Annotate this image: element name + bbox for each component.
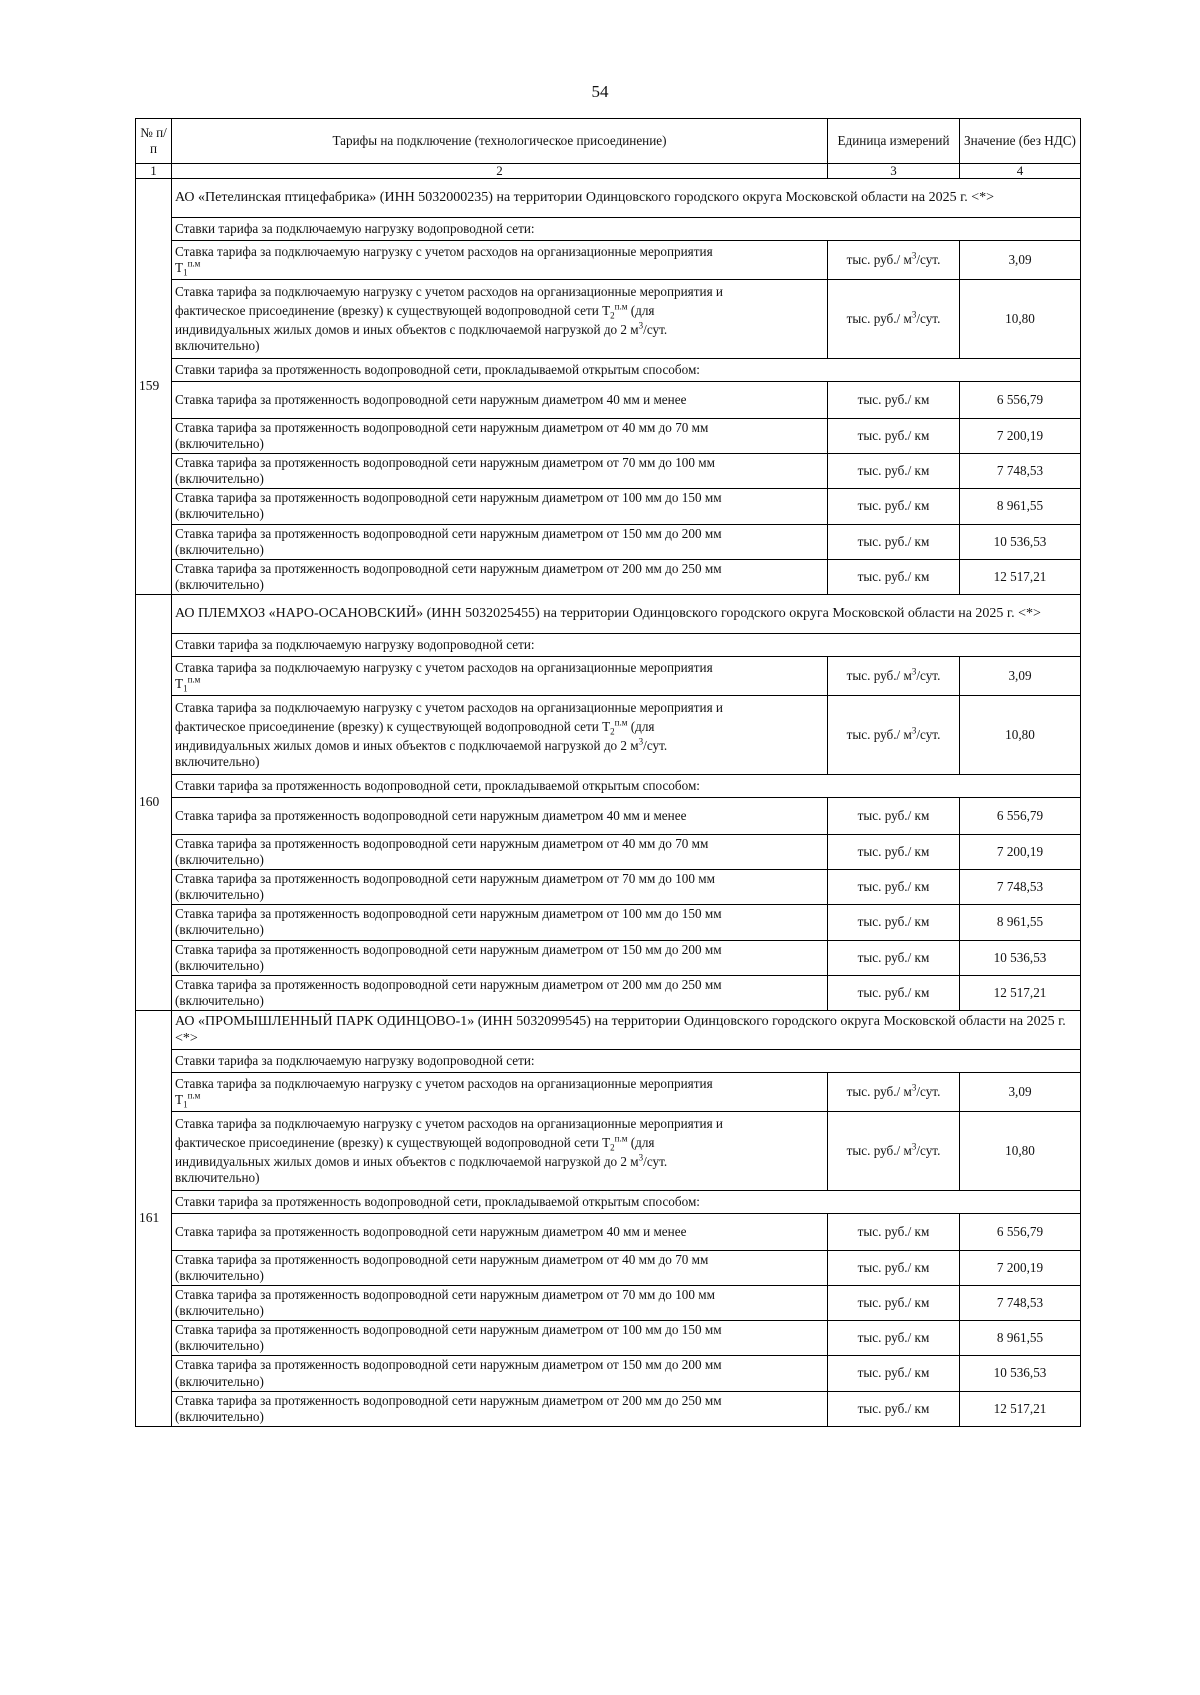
tariff-symbol: T	[175, 260, 184, 275]
pipe-description-line: (включительно)	[175, 957, 264, 973]
unit-superscript: 3	[911, 1082, 917, 1093]
pipe-description-line: (включительно)	[175, 992, 264, 1008]
pipe-description-line: Ставка тарифа за протяженность водопроводной сети наружным диаметром 40 мм и менее	[175, 1223, 687, 1239]
pipe-value: 7 200,19	[960, 1250, 1081, 1285]
pipe-description-line: (включительно)	[175, 1338, 264, 1354]
item-number: 159	[136, 179, 172, 595]
rate-value: 10,80	[960, 695, 1081, 774]
pipe-rate-row	[136, 1321, 1081, 1356]
rate-symbol-line	[175, 260, 824, 276]
pipe-unit: тыс. руб./ км	[828, 1250, 960, 1285]
pipe-unit: тыс. руб./ км	[828, 559, 960, 594]
tariff-symbol-subscript: 1	[183, 1099, 188, 1110]
rate-description-line: включительно)	[175, 338, 260, 354]
rate-value: 3,09	[960, 656, 1081, 695]
rate-text: /сут.	[643, 322, 668, 337]
tariff-symbol-superscript: п.м	[187, 258, 201, 269]
unit-tail: /сут.	[916, 251, 941, 267]
pipe-unit: тыс. руб./ км	[828, 1286, 960, 1321]
pipe-value: 12 517,21	[960, 559, 1081, 594]
rate-symbol-line	[175, 1092, 824, 1108]
rate-text: (для	[630, 718, 655, 734]
pipe-rate-row	[136, 905, 1081, 940]
pipe-rate-row	[136, 1391, 1081, 1426]
unit-superscript: 3	[911, 250, 917, 261]
pipe-rate-row	[136, 975, 1081, 1010]
rate-description	[172, 280, 828, 359]
header-col-unit: Единица измерений	[828, 119, 960, 164]
table-header-row	[136, 119, 1081, 164]
section-heading: Ставки тарифа за подключаемую нагрузку водопроводной сети:	[172, 633, 1081, 656]
pipe-description-line: (включительно)	[175, 506, 264, 522]
pipe-description-line: Ставка тарифа за протяженность водопроводной сети наружным диаметром от 40 мм до 70 мм	[175, 1251, 709, 1267]
pipe-description-line: (включительно)	[175, 887, 264, 903]
pipe-description	[172, 870, 828, 905]
pipe-value: 6 556,79	[960, 1213, 1081, 1250]
pipe-description	[172, 1286, 828, 1321]
pipe-description	[172, 524, 828, 559]
pipe-description-line: Ставка тарифа за протяженность водопроводной сети наружным диаметром от 40 мм до 70 мм	[175, 835, 709, 851]
pipe-unit: тыс. руб./ км	[828, 1213, 960, 1250]
column-index: 4	[960, 164, 1081, 179]
unit-tail: /сут.	[916, 726, 941, 742]
unit-tail: /сут.	[916, 310, 941, 326]
organization-row	[136, 179, 1081, 218]
rate-description-line: Ставка тарифа за подключаемую нагрузку с учетом расходов на организационные мероприятия	[175, 659, 713, 675]
pipe-unit: тыс. руб./ км	[828, 797, 960, 834]
column-index: 3	[828, 164, 960, 179]
header-col-value: Значение (без НДС)	[960, 119, 1081, 164]
tariff-symbol: T	[602, 1134, 611, 1150]
pipe-description	[172, 489, 828, 524]
rate-value: 10,80	[960, 1111, 1081, 1190]
pipe-rate-row	[136, 454, 1081, 489]
unit-superscript: 3	[911, 309, 917, 320]
pipe-description-line: Ставка тарифа за протяженность водопроводной сети наружным диаметром от 200 мм до 250 мм	[175, 560, 722, 576]
rate-text: фактическое присоединение (врезку) к существующей водопроводной сети	[175, 1134, 599, 1150]
pipe-value: 10 536,53	[960, 940, 1081, 975]
pipe-description	[172, 1250, 828, 1285]
pipe-description	[172, 975, 828, 1010]
pipe-value: 12 517,21	[960, 975, 1081, 1010]
rate-description-line: Ставка тарифа за подключаемую нагрузку с учетом расходов на организационные мероприятия	[175, 1075, 713, 1091]
tariff-symbol-subscript: 2	[610, 1142, 615, 1153]
unit-text: тыс. руб./ м	[846, 251, 912, 267]
pipe-rate-row	[136, 1250, 1081, 1285]
section-row	[136, 633, 1081, 656]
pipe-unit: тыс. руб./ км	[828, 905, 960, 940]
unit-text: тыс. руб./ м	[846, 667, 912, 683]
pipe-description-line: (включительно)	[175, 436, 264, 452]
pipe-rate-row	[136, 1213, 1081, 1250]
pipe-description-line: Ставка тарифа за протяженность водопроводной сети наружным диаметром от 150 мм до 200 мм	[175, 941, 722, 957]
pipe-value: 12 517,21	[960, 1391, 1081, 1426]
section-heading: Ставки тарифа за подключаемую нагрузку водопроводной сети:	[172, 1049, 1081, 1072]
pipe-description-line: (включительно)	[175, 576, 264, 592]
pipe-description-line: Ставка тарифа за протяженность водопроводной сети наружным диаметром от 70 мм до 100 мм	[175, 1287, 715, 1303]
pipe-description	[172, 834, 828, 869]
rate-superscript: 3	[638, 736, 644, 747]
pipe-description	[172, 905, 828, 940]
unit-text: тыс. руб./ м	[846, 1083, 912, 1099]
pipe-description-line: (включительно)	[175, 852, 264, 868]
pipe-value: 8 961,55	[960, 905, 1081, 940]
rate-description-line	[175, 719, 824, 735]
pipe-value: 6 556,79	[960, 382, 1081, 419]
pipe-description-line: (включительно)	[175, 541, 264, 557]
section-row	[136, 359, 1081, 382]
column-index: 2	[172, 164, 828, 179]
organization-title: АО «Петелинская птицефабрика» (ИНН 5032000235) на территории Одинцовского городского округа Московской области на 2025 г. <*>	[172, 179, 1081, 218]
pipe-description-line: Ставка тарифа за протяженность водопроводной сети наружным диаметром от 150 мм до 200 мм	[175, 1357, 722, 1373]
unit-text: тыс. руб./ м	[846, 1142, 912, 1158]
header-col-number: № п/п	[136, 119, 172, 164]
pipe-rate-row	[136, 419, 1081, 454]
rate-description-line	[175, 322, 824, 338]
pipe-description-line: Ставка тарифа за протяженность водопроводной сети наружным диаметром от 200 мм до 250 мм	[175, 976, 722, 992]
pipe-rate-row	[136, 489, 1081, 524]
rate-symbol-line	[175, 676, 824, 692]
pipe-description	[172, 454, 828, 489]
pipe-rate-row	[136, 870, 1081, 905]
rate-text: (для	[630, 302, 655, 318]
organization-title: АО «ПРОМЫШЛЕННЫЙ ПАРК ОДИНЦОВО-1» (ИНН 5032099545) на территории Одинцовского городского округа Московской области на 2025 г. <*>	[172, 1010, 1081, 1049]
pipe-rate-row	[136, 1286, 1081, 1321]
pipe-description-line: (включительно)	[175, 1303, 264, 1319]
tariff-symbol: T	[602, 718, 611, 734]
rate-value: 10,80	[960, 280, 1081, 359]
unit-cell	[828, 280, 960, 359]
pipe-value: 10 536,53	[960, 1356, 1081, 1391]
pipe-value: 7 200,19	[960, 834, 1081, 869]
pipe-rate-row	[136, 940, 1081, 975]
tariff-symbol: T	[175, 1091, 184, 1107]
rate-text: фактическое присоединение (врезку) к существующей водопроводной сети	[175, 302, 599, 318]
pipe-description	[172, 1391, 828, 1426]
pipe-unit: тыс. руб./ км	[828, 940, 960, 975]
pipe-description	[172, 559, 828, 594]
pipe-description-line: Ставка тарифа за протяженность водопроводной сети наружным диаметром от 150 мм до 200 мм	[175, 525, 722, 541]
pipe-description	[172, 382, 828, 419]
tariff-symbol: T	[602, 302, 611, 318]
pipe-description	[172, 940, 828, 975]
rate-row	[136, 656, 1081, 695]
rate-description-line	[175, 1154, 824, 1170]
unit-cell	[828, 1072, 960, 1111]
unit-superscript: 3	[911, 1141, 917, 1152]
rate-row	[136, 1072, 1081, 1111]
pipe-description-line: (включительно)	[175, 1408, 264, 1424]
pipe-description-line: (включительно)	[175, 922, 264, 938]
section-row	[136, 1049, 1081, 1072]
rate-text: /сут.	[643, 737, 668, 753]
pipe-value: 7 748,53	[960, 1286, 1081, 1321]
rate-text: фактическое присоединение (врезку) к существующей водопроводной сети	[175, 718, 599, 734]
tariff-symbol-subscript: 2	[610, 726, 615, 737]
tariff-symbol: T	[175, 675, 184, 691]
unit-cell	[828, 695, 960, 774]
rate-text: индивидуальных жилых домов и иных объектов с подключаемой нагрузкой до 2 м	[175, 1153, 639, 1169]
rate-description-line: Ставка тарифа за подключаемую нагрузку с учетом расходов на организационные мероприятия и	[175, 283, 723, 299]
unit-superscript: 3	[911, 725, 917, 736]
item-number: 161	[136, 1010, 172, 1426]
pipe-unit: тыс. руб./ км	[828, 454, 960, 489]
pipe-description-line: Ставка тарифа за протяженность водопроводной сети наружным диаметром от 70 мм до 100 мм	[175, 871, 715, 887]
rate-value: 3,09	[960, 1072, 1081, 1111]
rate-description-line: Ставка тарифа за подключаемую нагрузку с учетом расходов на организационные мероприятия	[175, 243, 713, 259]
rate-row	[136, 1111, 1081, 1190]
unit-tail: /сут.	[916, 1083, 941, 1099]
organization-title: АО ПЛЕМХОЗ «НАРО-ОСАНОВСКИЙ» (ИНН 5032025455) на территории Одинцовского городского округа Московской области на 2025 г. <*>	[172, 594, 1081, 633]
rate-description-line: Ставка тарифа за подключаемую нагрузку с учетом расходов на организационные мероприятия и	[175, 699, 723, 715]
pipe-rate-row	[136, 382, 1081, 419]
unit-tail: /сут.	[916, 667, 941, 683]
pipe-description-line: Ставка тарифа за протяженность водопроводной сети наружным диаметром от 100 мм до 150 мм	[175, 490, 722, 506]
section-row	[136, 774, 1081, 797]
rate-description	[172, 241, 828, 280]
pipe-rate-row	[136, 797, 1081, 834]
pipe-description	[172, 797, 828, 834]
pipe-rate-row	[136, 834, 1081, 869]
rate-text: индивидуальных жилых домов и иных объектов с подключаемой нагрузкой до 2 м	[175, 322, 639, 337]
rate-row	[136, 695, 1081, 774]
pipe-description-line: (включительно)	[175, 1373, 264, 1389]
pipe-value: 10 536,53	[960, 524, 1081, 559]
tariff-symbol-superscript: п.м	[187, 1090, 201, 1101]
rate-description	[172, 1111, 828, 1190]
pipe-description-line: Ставка тарифа за протяженность водопроводной сети наружным диаметром 40 мм и менее	[175, 391, 687, 407]
rate-description-line	[175, 738, 824, 754]
pipe-rate-row	[136, 559, 1081, 594]
organization-row	[136, 594, 1081, 633]
pipe-rate-row	[136, 1356, 1081, 1391]
pipe-value: 8 961,55	[960, 1321, 1081, 1356]
pipe-description-line: Ставка тарифа за протяженность водопроводной сети наружным диаметром от 70 мм до 100 мм	[175, 455, 715, 471]
pipe-description	[172, 1356, 828, 1391]
pipe-unit: тыс. руб./ км	[828, 870, 960, 905]
pipe-description-line: Ставка тарифа за протяженность водопроводной сети наружным диаметром от 100 мм до 150 мм	[175, 906, 722, 922]
section-heading: Ставки тарифа за протяженность водопроводной сети, прокладываемой открытым способом:	[172, 774, 1081, 797]
tariff-symbol-superscript: п.м	[187, 674, 201, 685]
pipe-unit: тыс. руб./ км	[828, 489, 960, 524]
pipe-value: 8 961,55	[960, 489, 1081, 524]
pipe-unit: тыс. руб./ км	[828, 1391, 960, 1426]
rate-text: индивидуальных жилых домов и иных объектов с подключаемой нагрузкой до 2 м	[175, 737, 639, 753]
rate-text: /сут.	[643, 1153, 668, 1169]
unit-tail: /сут.	[916, 1142, 941, 1158]
unit-superscript: 3	[911, 666, 917, 677]
tariff-symbol-subscript: 1	[183, 683, 188, 694]
rate-value: 3,09	[960, 241, 1081, 280]
header-col-description: Тарифы на подключение (технологическое присоединение)	[172, 119, 828, 164]
pipe-rate-row	[136, 524, 1081, 559]
tariff-symbol-superscript: п.м	[614, 717, 628, 728]
pipe-unit: тыс. руб./ км	[828, 382, 960, 419]
pipe-description	[172, 1321, 828, 1356]
unit-cell	[828, 241, 960, 280]
item-number: 160	[136, 594, 172, 1010]
rate-description	[172, 656, 828, 695]
section-heading: Ставки тарифа за протяженность водопроводной сети, прокладываемой открытым способом:	[172, 1190, 1081, 1213]
pipe-description-line: (включительно)	[175, 1267, 264, 1283]
tariff-table	[135, 118, 1081, 1427]
pipe-unit: тыс. руб./ км	[828, 419, 960, 454]
tariff-symbol-subscript: 2	[610, 310, 615, 321]
column-index: 1	[136, 164, 172, 179]
pipe-unit: тыс. руб./ км	[828, 975, 960, 1010]
table-body	[136, 179, 1081, 1427]
rate-description-line	[175, 303, 824, 319]
rate-description-line: включительно)	[175, 754, 260, 770]
pipe-description-line: Ставка тарифа за протяженность водопроводной сети наружным диаметром от 200 мм до 250 мм	[175, 1392, 722, 1408]
rate-superscript: 3	[638, 1152, 644, 1163]
unit-text: тыс. руб./ м	[846, 726, 912, 742]
pipe-unit: тыс. руб./ км	[828, 834, 960, 869]
section-row	[136, 1190, 1081, 1213]
rate-text: (для	[630, 1134, 655, 1150]
unit-cell	[828, 656, 960, 695]
section-heading: Ставки тарифа за подключаемую нагрузку водопроводной сети:	[172, 218, 1081, 241]
rate-description	[172, 1072, 828, 1111]
rate-description-line: Ставка тарифа за подключаемую нагрузку с учетом расходов на организационные мероприятия и	[175, 1115, 723, 1131]
organization-row	[136, 1010, 1081, 1049]
pipe-value: 7 748,53	[960, 870, 1081, 905]
tariff-symbol-subscript: 1	[183, 267, 188, 278]
pipe-unit: тыс. руб./ км	[828, 1356, 960, 1391]
tariff-symbol-superscript: п.м	[614, 301, 628, 312]
pipe-unit: тыс. руб./ км	[828, 524, 960, 559]
pipe-description-line: Ставка тарифа за протяженность водопроводной сети наружным диаметром от 40 мм до 70 мм	[175, 420, 709, 435]
tariff-symbol-superscript: п.м	[614, 1133, 628, 1144]
pipe-value: 6 556,79	[960, 797, 1081, 834]
unit-cell	[828, 1111, 960, 1190]
column-index-row	[136, 164, 1081, 179]
rate-description-line	[175, 1135, 824, 1151]
page-number: 54	[591, 82, 609, 101]
pipe-unit: тыс. руб./ км	[828, 1321, 960, 1356]
rate-row	[136, 241, 1081, 280]
pipe-description-line: Ставка тарифа за протяженность водопроводной сети наружным диаметром от 100 мм до 150 мм	[175, 1322, 722, 1338]
pipe-description-line: (включительно)	[175, 471, 264, 487]
pipe-description	[172, 1213, 828, 1250]
rate-row	[136, 280, 1081, 359]
pipe-value: 7 748,53	[960, 454, 1081, 489]
rate-description-line: включительно)	[175, 1169, 260, 1185]
pipe-description	[172, 419, 828, 454]
rate-description	[172, 695, 828, 774]
section-heading: Ставки тарифа за протяженность водопроводной сети, прокладываемой открытым способом:	[172, 359, 1081, 382]
rate-superscript: 3	[638, 320, 644, 331]
pipe-value: 7 200,19	[960, 419, 1081, 454]
unit-text: тыс. руб./ м	[846, 310, 912, 326]
section-row	[136, 218, 1081, 241]
pipe-description-line: Ставка тарифа за протяженность водопроводной сети наружным диаметром 40 мм и менее	[175, 807, 687, 823]
